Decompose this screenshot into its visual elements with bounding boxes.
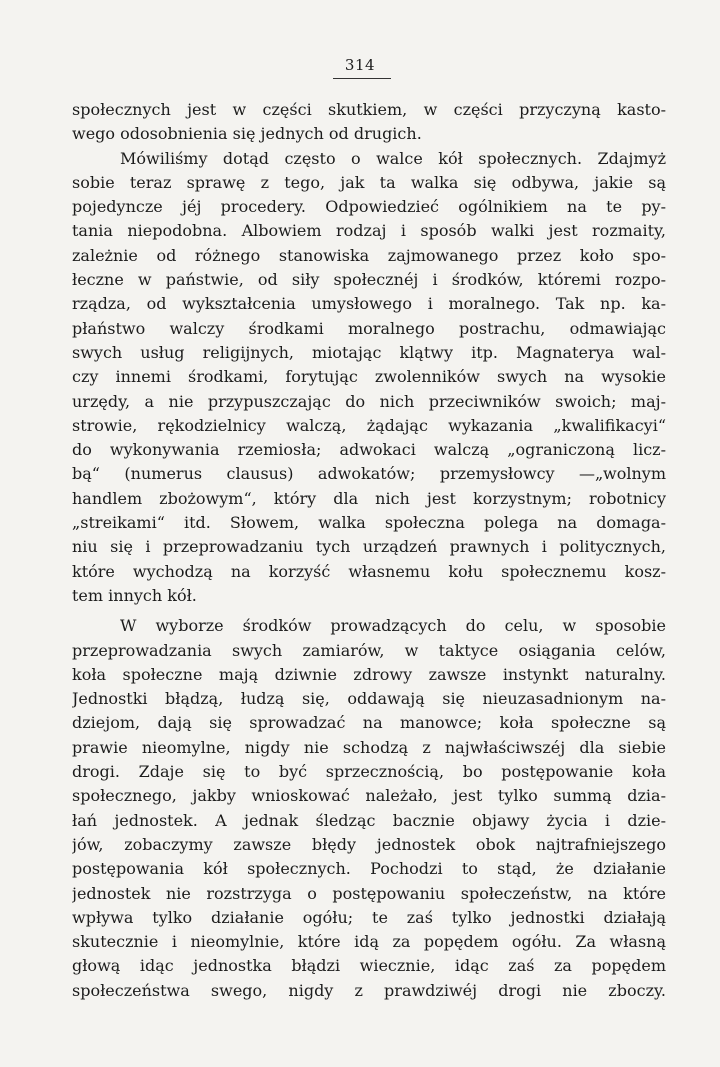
text-line: czy innemi środkami, forytując zwolenników swych na wysokie xyxy=(72,367,666,387)
text-line: koła społeczne mają dziwnie zdrowy zawsze instynkt naturalny. xyxy=(72,664,666,684)
text-line: handlem zbożowym“, który dla nich jest korzystnym; robotnicy xyxy=(72,488,666,508)
text-line: drogi. Zdaje się to być sprzecznością, bo postępowanie koła xyxy=(72,762,666,782)
text-line: wpływa tylko działanie ogółu; te zaś tylko jednostki działają xyxy=(72,907,666,927)
text-line: bą“ (numerus clausus) adwokatów; przemysłowcy —„wolnym xyxy=(72,464,666,484)
text-line: przeprowadzania swych zamiarów, w taktyce osiągania celów, xyxy=(72,640,666,660)
text-line: tem innych kół. xyxy=(72,585,197,605)
text-line: W wyborze środków prowadzących do celu, w sposobie xyxy=(120,616,666,636)
text-line: Jednostki błądzą, łudzą się, oddawają się nieuzasadnionym na- xyxy=(72,689,666,709)
paragraph-3 xyxy=(72,614,666,1003)
text-line: społeczeństwa swego, nigdy z prawdziwéj drogi nie zboczy. xyxy=(72,980,666,1000)
text-line: do wykonywania rzemiosła; adwokaci walczą „ograniczoną licz- xyxy=(72,440,666,460)
text-line: rządza, od wykształcenia umysłowego i moralnego. Tak np. ka- xyxy=(72,294,666,314)
text-line: dziejom, dają się sprowadzać na manowce; koła społeczne są xyxy=(72,713,666,733)
text-line: tania niepodobna. Albowiem rodzaj i sposób walki jest rozmaity, xyxy=(72,221,666,241)
text-line: swych usług religijnych, miotając klątwy itp. Magnaterya wal- xyxy=(72,342,666,362)
text-line: sobie teraz sprawę z tego, jak ta walka się odbywa, jakie są xyxy=(72,172,666,192)
text-line: strowie, rękodzielnicy walczą, żądając wykazania „kwalifikacyi“ xyxy=(72,415,666,435)
text-line: prawie nieomylne, nigdy nie schodzą z najwłaściwszéj dla siebie xyxy=(72,737,666,757)
text-line: łeczne w państwie, od siły społecznéj i środków, któremi rozpo- xyxy=(72,270,666,290)
text-line: społecznego, jakby wnioskować należało, jest tylko summą dzia- xyxy=(72,786,666,806)
text-line: urzędy, a nie przypuszczając do nich przeciwników swoich; maj- xyxy=(72,391,666,411)
text-line: niu się i przeprowadzaniu tych urządzeń prawnych i politycznych, xyxy=(72,537,666,557)
text-line: jednostek nie rozstrzyga o postępowaniu społeczeństw, na które xyxy=(72,883,666,903)
text-line: płaństwo walczy środkami moralnego postrachu, odmawiając xyxy=(72,318,666,338)
text-line: Mówiliśmy dotąd często o walce kół społecznych. Zdajmyż xyxy=(120,148,666,168)
text-line: głową idąc jednostka błądzi wiecznie, idąc zaś za popędem xyxy=(72,956,666,976)
text-line: skutecznie i nieomylnie, które idą za popędem ogółu. Za własną xyxy=(72,932,666,952)
text-line: społecznych jest w części skutkiem, w części przyczyną kasto- xyxy=(72,100,666,119)
text-line: pojedyncze jéj procedery. Odpowiedzieć ogólnikiem na te py- xyxy=(72,197,666,217)
text-line: postępowania kół społecznych. Pochodzi to stąd, że działanie xyxy=(72,859,666,879)
text-line: „streikami“ itd. Słowem, walka społeczna polega na domaga- xyxy=(72,513,666,533)
text-line: które wychodzą na korzyść własnemu kołu społecznemu kosz- xyxy=(72,561,666,581)
text-line: wego odosobnienia się jednych od drugich. xyxy=(72,124,422,144)
text-line: łań jednostek. A jednak śledząc bacznie objawy życia i dzie- xyxy=(72,810,666,830)
paragraph-2 xyxy=(72,147,666,609)
page-number-rule xyxy=(333,78,391,79)
text-block xyxy=(72,98,666,1003)
page-number: 314 xyxy=(344,56,376,74)
paragraph-1 xyxy=(72,98,666,147)
text-line: jów, zobaczymy zawsze błędy jednostek obok najtrafniejszego xyxy=(72,834,666,854)
text-line: zależnie od różnego stanowiska zajmowanego przez koło spo- xyxy=(72,245,666,265)
